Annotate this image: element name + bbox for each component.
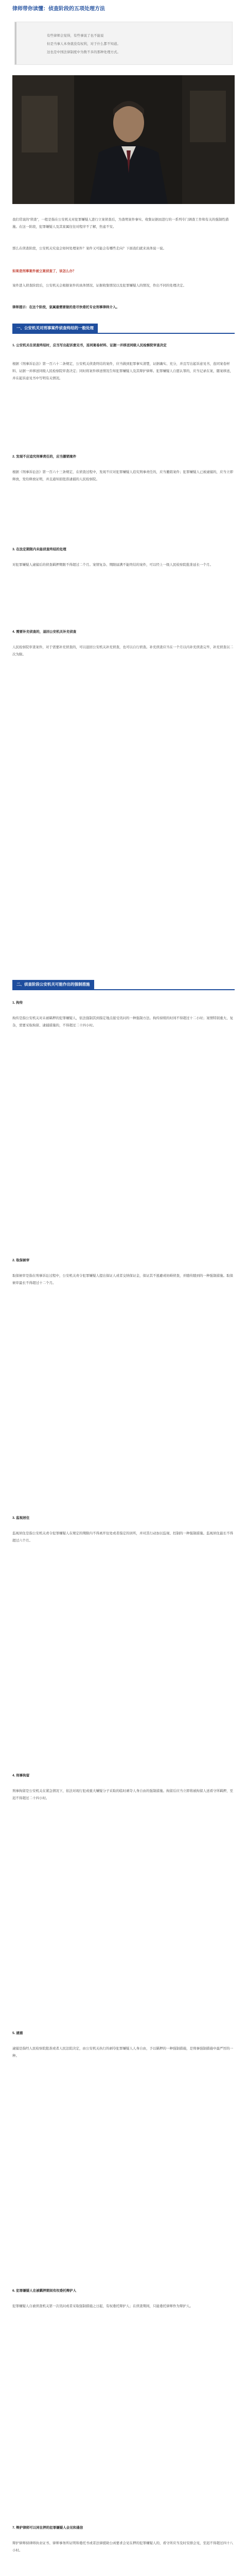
item-heading: 6. 犯罪嫌疑人在被羁押期间有权委托辩护人 (12, 2289, 77, 2293)
photo-scene (12, 75, 235, 204)
item-body: 犯罪嫌疑人自被侦查机关第一次讯问或者采取强制措施之日起，有权委托辩护人；在侦查期间，只能委托律师作为辩护人。 (12, 2304, 193, 2308)
item-body: 根据《刑事诉讼法》第一百六十二条规定，公安机关侦查终结的案件，应当做到犯罪事实清楚，证据确实、充分，并且写出起诉意见书，连同案卷材料、证据一并移送同级人民检察院审查决定；同时将案件移送情况告知犯罪嫌疑人及其辩护律师。犯罪嫌疑人自愿认罪的，应当记录在案，随案移送，并在起诉意见书中写明有关情况。 (12, 362, 233, 380)
section-header (12, 323, 235, 334)
item-body: 对犯罪嫌疑人逮捕后的侦查羁押期限不得超过二个月。案情复杂、期限届满不能终结的案件，可以经上一级人民检察院批准延长一个月。 (12, 563, 213, 567)
section-label: 一、公安机关对刑事案件侦查终结的一般处理 (12, 324, 98, 333)
quote-block (14, 22, 233, 65)
intro-highlight: 如果是刑事案件被立案侦查了，该怎么办？ (12, 269, 76, 273)
item-body: 监视居住是指公安机关责令犯罪嫌疑人在规定的期限内不得离开住处或者指定的居所，并对其行动加以监视、控制的一种强制措施。监视居住最长不得超过六个月。 (12, 1532, 233, 1543)
article-title: 律师带你读懂：侦查阶段的五项处理方法 (12, 6, 105, 12)
section-header (12, 979, 235, 990)
intro-paragraph: 我们常说的“侦查”，一般是指在公安机关对犯罪嫌疑人进行立案侦查后，为查明案件事实、收集证据而进行的一系列专门调查工作和有关的强制性措施。在这一阶段，犯罪嫌疑人及其家属往往对程序不了解，焦虑不安。 (12, 218, 229, 229)
item-body: 刑事拘留是公安机关在紧急情况下，依法对现行犯或重大嫌疑分子采取的临时剥夺人身自由的强制措施。拘留后应当立即将被拘留人送看守所羁押，至迟不得超过二十四小时。 (12, 1789, 233, 1800)
quote-line: 这也是中国法律制度中为数不多的那种处理方式。 (47, 50, 120, 54)
quote-line: 但是当事人本身就没有权利，对于什么都不知道。 (47, 42, 120, 46)
item-heading: 7. 辩护律师可以同在押的犯罪嫌疑人会见和通信 (12, 2526, 83, 2530)
item-heading: 1. 公安机关在侦查终结时，应当写出起诉意见书，连同案卷材料、证据一并移送同级人民检察院审查决定 (12, 344, 167, 347)
quote-bar (15, 22, 16, 64)
item-heading: 2. 取保候审 (12, 1259, 30, 1262)
item-body: 辩护律师持律师执业证书、律师事务所证明和委托书或者法律援助公函要求会见在押的犯罪嫌疑人的，看守所应当及时安排会见，至迟不得超过四十八小时。 (12, 2541, 233, 2552)
item-heading: 4. 刑事拘留 (12, 1774, 30, 1777)
item-heading: 5. 逮捕 (12, 2031, 23, 2035)
intro-paragraph: 案件进入侦查阶段后，公安机关会根据案件的具体情况、证据收集情况以及犯罪嫌疑人的情况，作出不同的处理决定。 (12, 284, 186, 287)
item-heading: 2. 发现不应追究刑事责任的，应当撤销案件 (12, 455, 77, 459)
item-body: 逮捕是指经人民检察院批准或者人民法院决定，由公安机关执行的剥夺犯罪嫌疑人人身自由，予以羁押的一种强制措施，是刑事强制措施中最严厉的一种。 (12, 2047, 233, 2058)
quote-line: 有些律师会觉得，有些事说了也不能说 (47, 34, 104, 38)
intro-tip: 律师提示：在这个阶段，家属最需要做的是尽快委托专业刑事律师介入。 (12, 306, 119, 309)
item-heading: 3. 监视居住 (12, 1516, 30, 1520)
item-heading: 3. 在法定期限内未能侦查终结的处理 (12, 548, 66, 551)
item-body: 人民检察院审查案件，对于需要补充侦查的，可以退回公安机关补充侦查，也可以自行侦查。补充侦查应当在一个月以内补充侦查完毕，补充侦查以二次为限。 (12, 646, 233, 656)
article-photo (12, 75, 235, 204)
section-label: 二、侦查阶段公安机关可能作出的强制措施 (12, 980, 94, 989)
item-body: 拘传是指公安机关对未被羁押的犯罪嫌疑人，依法强制其到指定地点接受讯问的一种强制方法。拘传持续的时间不得超过十二小时；案情特别重大、复杂，需要采取拘留、逮捕措施的，不得超过二十四小时。 (12, 1016, 233, 1027)
item-body: 根据《刑事诉讼法》第一百六十三条规定，在侦查过程中，发现不应对犯罪嫌疑人追究刑事责任的，应当撤销案件；犯罪嫌疑人已被逮捕的，应当立即释放，发给释放证明，并且通知原批准逮捕的人民检察院。 (12, 470, 233, 481)
item-body: 取保候审是指在刑事诉讼过程中，公安机关责令犯罪嫌疑人提出保证人或者交纳保证金，保证其不逃避或妨碍侦查，并随传随到的一种强制措施。取保候审最长不得超过十二个月。 (12, 1274, 233, 1285)
intro-paragraph: 那么在侦查阶段，公安机关究竟会如何处理案件？案件又可能会有哪些走向？下面我们就来具体说一说。 (12, 247, 166, 250)
item-heading: 4. 需要补充侦查的，退回公安机关补充侦查 (12, 630, 77, 634)
item-heading: 1. 拘传 (12, 1001, 23, 1005)
